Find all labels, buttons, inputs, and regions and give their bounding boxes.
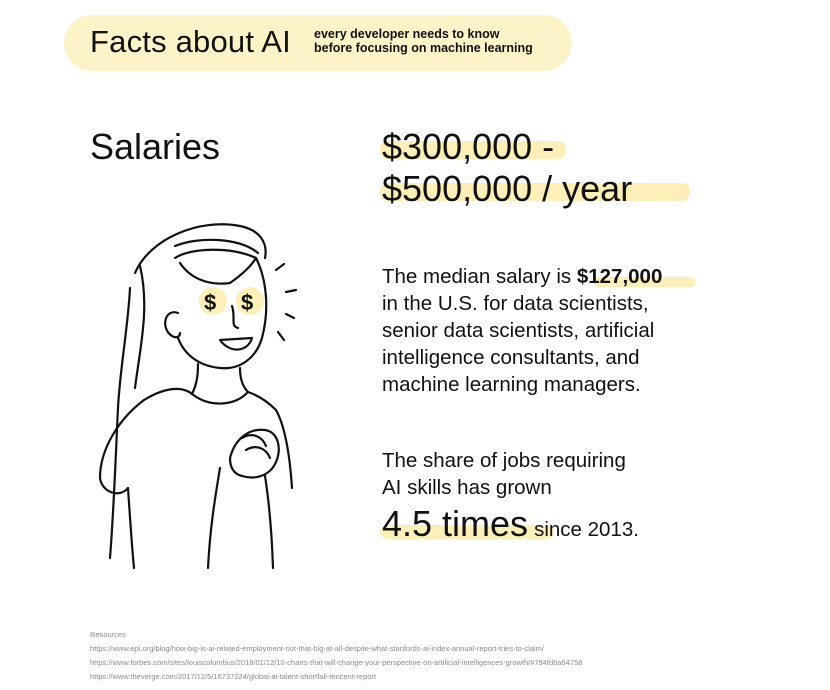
- resource-link[interactable]: https://www.theverge.com/2017/12/5/16737224/global-ai-talent-shortfall-tencent-report: [90, 672, 376, 681]
- resource-link[interactable]: https://www.epi.org/blog/how-big-is-ai-related-employment-not-that-big-at-all-despite-what-stanfords-ai-index-annual-report-tries-to-claim/: [90, 644, 544, 653]
- jobs-line-1: The share of jobs requiring: [382, 449, 626, 472]
- jobs-line-2: AI skills has grown: [382, 476, 552, 499]
- median-amount: $127,000: [576, 265, 663, 288]
- page-subtitle: [314, 27, 533, 55]
- resources-section: [90, 628, 582, 684]
- section-title-salaries: Salaries: [90, 126, 221, 167]
- jobs-since: since 2013.: [534, 518, 639, 541]
- salary-range-line-2: $500,000 / year: [382, 168, 633, 209]
- resource-link[interactable]: https://www.forbes.com/sites/louiscolumbus/2018/01/12/10-charts-that-will-change-your-perspective-on-artificial-intelligences-growth/#794fd6a64758: [90, 658, 583, 667]
- woman-dollar-eyes-illustration: [80, 218, 320, 578]
- subtitle-line-2: before focusing on machine learning: [314, 41, 533, 55]
- median-prefix: The median salary is: [382, 265, 577, 288]
- median-line-3: senior data scientists, artificial: [382, 319, 655, 342]
- median-line-4: intelligence consultants, and: [382, 346, 640, 369]
- subtitle-line-1: every developer needs to know: [314, 27, 500, 41]
- jobs-multiplier: 4.5 times: [382, 503, 529, 544]
- median-salary-text: [382, 263, 802, 398]
- median-line-5: machine learning managers.: [382, 373, 641, 396]
- dollar-eye-left: $: [204, 290, 217, 315]
- jobs-share-text: [382, 447, 782, 501]
- jobs-growth-row: [382, 503, 639, 545]
- resources-heading: Resources: [90, 630, 126, 639]
- dollar-eye-right: $: [241, 290, 254, 315]
- median-line-2: in the U.S. for data scientists,: [382, 292, 649, 315]
- page-title: Facts about AI: [90, 24, 291, 59]
- salary-range-line-1: $300,000 -: [382, 126, 555, 167]
